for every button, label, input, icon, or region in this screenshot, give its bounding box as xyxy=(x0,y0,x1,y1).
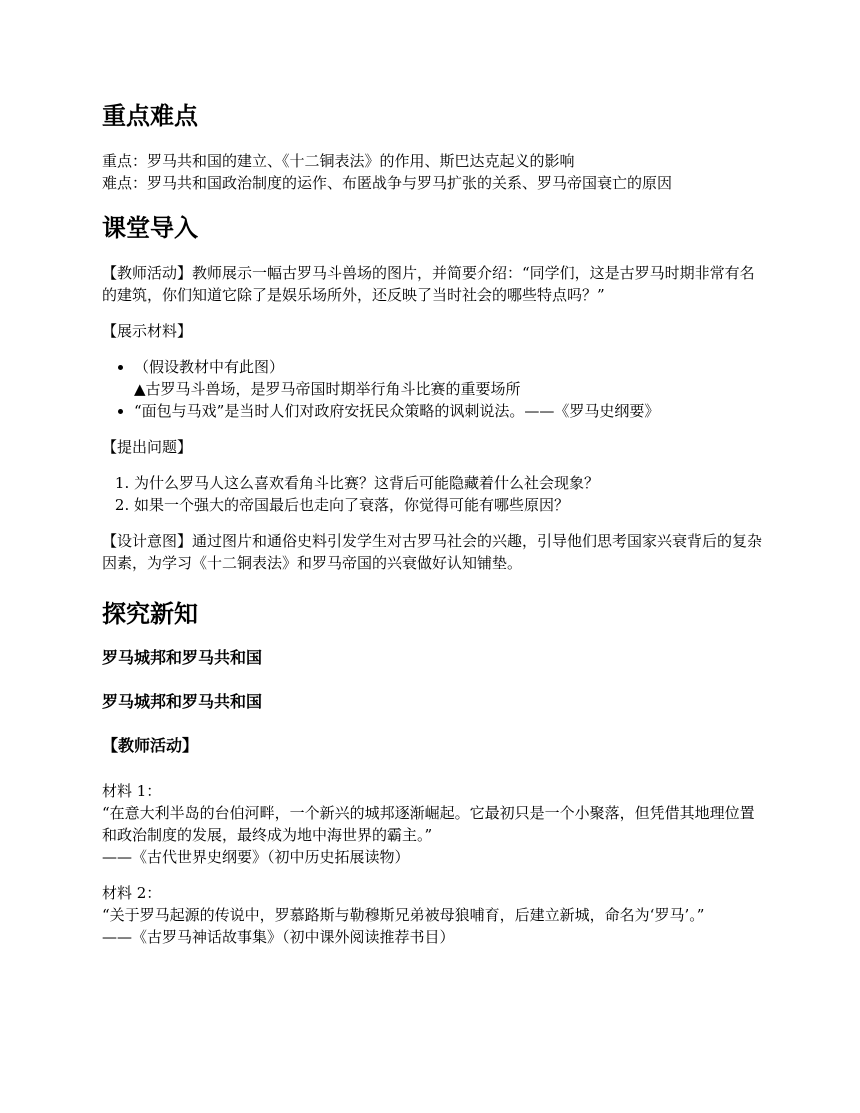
questions-label: 【提出问题】 xyxy=(102,438,193,456)
material-1-label: 材料 1： xyxy=(102,782,162,800)
heading-class-intro: 课堂导入 xyxy=(102,213,198,242)
material-2 xyxy=(102,882,762,948)
material-1-quote: “在意大利半岛的台伯河畔，一个新兴的城邦逐渐崛起。它最初只是一个小聚落，但凭借其地理位置和政治制度的发展，最终成为地中海世界的霸主。” xyxy=(102,804,755,844)
material-2-quote: “关于罗马起源的传说中，罗慕路斯与勒穆斯兄弟被母狼哺育，后建立新城，命名为‘罗马’。” xyxy=(102,906,705,924)
question-item: 2. 如果一个强大的帝国最后也走向了衰落，你觉得可能有哪些原因？ xyxy=(134,494,762,516)
teacher-activity-paragraph: 【教师活动】教师展示一幅古罗马斗兽场的图片，并简要介绍：“同学们，这是古罗马时期非常有名的建筑，你们知道它除了是娱乐场所外，还反映了当时社会的哪些特点吗？” xyxy=(102,264,755,304)
document-content xyxy=(102,98,762,948)
list-item xyxy=(134,400,762,422)
design-intent-paragraph: 【设计意图】通过图片和通俗史料引发学生对古罗马社会的兴趣，引导他们思考国家兴衰背后的复杂因素，为学习《十二铜表法》和罗马帝国的兴衰做好认知铺垫。 xyxy=(102,532,763,572)
material-list xyxy=(102,356,762,422)
material-2-label: 材料 2： xyxy=(102,884,162,902)
show-material-label: 【展示材料】 xyxy=(102,322,193,340)
subheading-rome-republic-repeat: 罗马城邦和罗马共和国 xyxy=(102,692,263,711)
difficult-points-line: 难点：罗马共和国政治制度的运作、布匿战争与罗马扩张的关系、罗马帝国衰亡的原因 xyxy=(102,174,673,192)
material-image-caption: ▲古罗马斗兽场，是罗马帝国时期举行角斗比赛的重要场所 xyxy=(134,380,521,398)
material-1-source: ——《古代世界史纲要》（初中历史拓展读物） xyxy=(102,848,410,866)
heading-key-points: 重点难点 xyxy=(102,101,198,130)
list-item xyxy=(134,356,762,400)
heading-explore-new: 探究新知 xyxy=(102,599,198,628)
question-item: 1. 为什么罗马人这么喜欢看角斗比赛？这背后可能隐藏着什么社会现象？ xyxy=(134,472,762,494)
key-points-line: 重点：罗马共和国的建立、《十二铜表法》的作用、斯巴达克起义的影响 xyxy=(102,152,575,170)
questions-list xyxy=(102,472,762,516)
material-quote: “面包与马戏”是当时人们对政府安抚民众策略的讽刺说法。——《罗马史纲要》 xyxy=(134,402,660,420)
subheading-rome-republic: 罗马城邦和罗马共和国 xyxy=(102,648,263,667)
material-2-source: ——《古罗马神话故事集》（初中课外阅读推荐书目） xyxy=(102,928,455,946)
material-image-note: • （假设教材中有此图） xyxy=(134,358,285,376)
key-points-paragraph xyxy=(102,150,762,194)
material-1 xyxy=(102,780,762,868)
teacher-activity-label: 【教师活动】 xyxy=(102,736,199,755)
